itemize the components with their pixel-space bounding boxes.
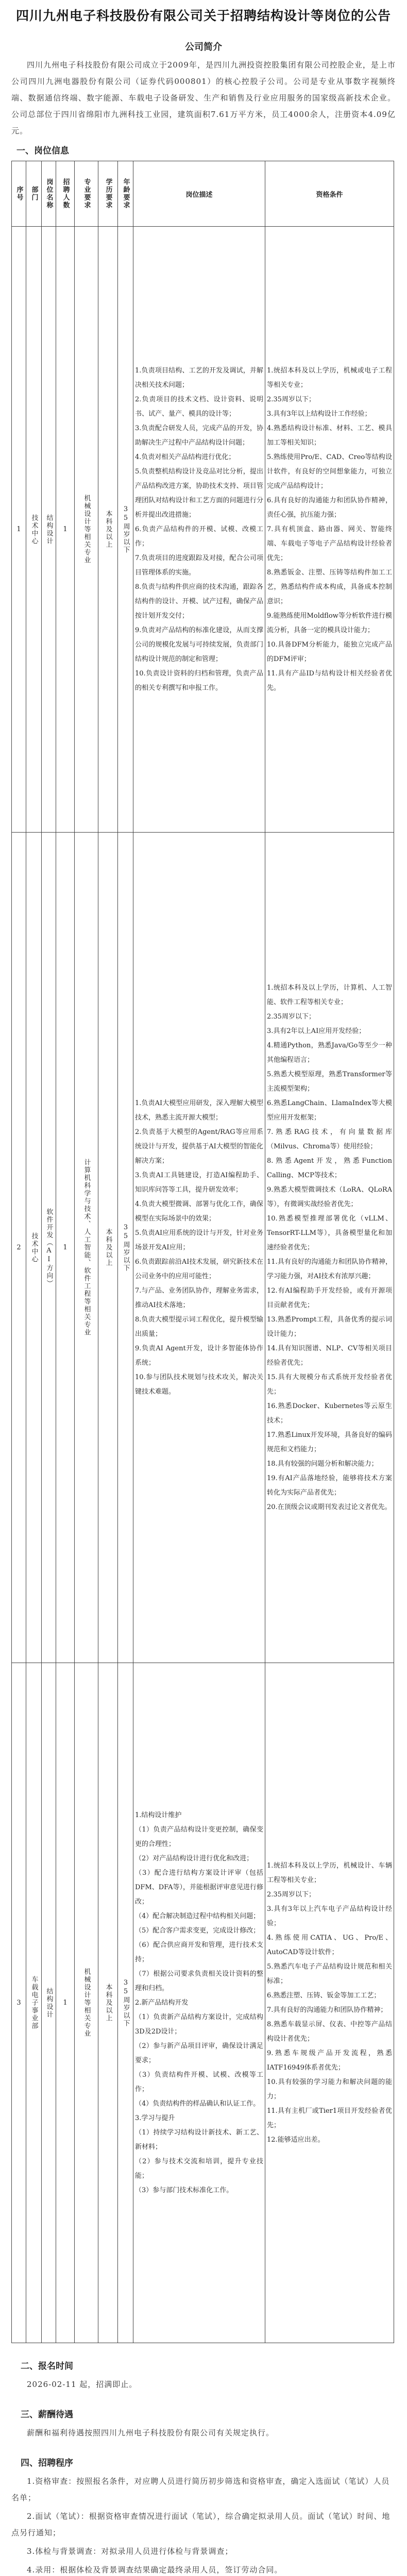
intro-text: 四川九州电子科技股份有限公司成立于2009年，是四川九洲投资控股集团有限公司控股企业，是上市公司四川九洲电器股份有限公司（证券代码000801）的核心控股子公司。公司是专业从事数字视频终端、数据通信终端、数字能源、车载电子设备研发、生产和销售及行业应用服务的国家级高新技术企业。公司总部位于四川省绵阳市九洲科技工业园，建筑面积7.61万平方米，员工4000余人，注册资本4.09亿元。 — [11, 60, 396, 135]
intro-heading: 公司简介 — [185, 42, 222, 53]
col-header-seq: 序号 — [12, 161, 26, 227]
row-count: 1 — [56, 833, 75, 1663]
col-header-dept: 部门 — [26, 161, 42, 227]
section4-item: 1.资格审查：按照报名条件，对应聘人员进行简历初步筛选和资格审查，确定入选面试（笔试）人员名单； — [11, 2477, 390, 2502]
jobs-table — [11, 161, 394, 2343]
document-title: 四川九州电子科技股份有限公司关于招聘结构设计等岗位的公告 — [15, 8, 391, 23]
row-name: 结构设计 — [42, 227, 56, 833]
row-dept: 技术中心 — [26, 227, 42, 833]
section4-item: 2.面试（笔试）：根据资格审查情况进行面试（笔试），综合确定拟录用人员。面试（笔试）时间、地点另行通知； — [11, 2512, 391, 2537]
section4-heading: 四、招聘程序 — [21, 2458, 73, 2468]
row-edu: 本科及以上 — [98, 227, 118, 833]
section3-text: 薪酬和福利待遇按照四川九州电子科技股份有限公司有关规定执行。 — [27, 2428, 275, 2437]
row-requirements: 1.统招本科及以上学历，机械或电子工程等相关专业； 2.35周岁以下； 3.具有3年以上结构设计工作经验； 4.熟悉结构设计标准、材料、工艺、模具加工等相关知识； 5.熟练使用Pro/E、CAD、Creo等结构设计软件，有良好的空间想象能力，可独立完成产品结构设计； 6.具有良好的沟通能力和团队协作精神，责任心强，抗压能力强； 7.具有机顶盒、路由器、网关、智能终端、车载电子等电子产品结构设计经验者优先； 8.熟悉钣金、注塑、压铸等结构件加工工艺，熟悉结构件成本构成，具备成本控制意识； 9.能熟练使用Moldflow等分析软件进行模流分析，具备一定的模具设计能力； 10.具备DFM分析能力，能独立完成产品的DFM评审； 11.具有产品ID与结构设计相关经验者优先。 — [265, 227, 394, 833]
section2-text: 2026-02-11 起，招满即止。 — [27, 2380, 138, 2389]
row-age: 35周岁以下 — [118, 1663, 133, 2343]
row-seq: 2 — [12, 833, 26, 1663]
col-header-req: 资格条件 — [265, 161, 394, 227]
row-name: 结构设计 — [42, 1663, 56, 2343]
col-header-count: 招聘人数 — [56, 161, 75, 227]
row-dept: 技术中心 — [26, 833, 42, 1663]
row-major: 机械设计等相关专业 — [75, 227, 98, 833]
jobs-header-row — [12, 161, 394, 227]
row-age: 35周岁以下 — [118, 833, 133, 1663]
row-duty: 1.负责项目结构、工艺的开发及调试，并解决相关技术问题； 2.负责项目的技术文档、设计资料、说明书、试产、量产、模具的设计等； 3.负责配合研发人员，完成产品的开发，协助解决生产过程中产品结构设计问题； 4.负责对相关产品结构进行优化； 5.负责整机结构设计及竞品对比分析，提出产品结构改进方案，协助技术支持、项目管理团队对结构设计和工艺方面的问题进行分析并提出改进措施； 6.负责产品结构件的开模、试模、改模工作； 7.负责项目的进度跟踪及对接，配合公司项目管理体系的实施。 8.负责与结构件供应商的技术沟通，跟踪各结构件的设计、开模、试产过程，确保产品按计划开发交付； 9.负责对产品结构的标准化建设，从而支撑公司的规模化发展与可持续发展，负责部门结构设计规范的制定和管理； 10.负责设计资料的归档和管理，负责产品的相关专利撰写和申报工作。 — [133, 227, 265, 833]
section2-heading: 二、报名时间 — [21, 2361, 73, 2371]
row-seq: 3 — [12, 1663, 26, 2343]
col-header-age: 年龄要求 — [118, 161, 133, 227]
table-row — [12, 1663, 394, 2343]
section4-item: 3.体检与背景调查：对拟录用人员进行体检与背景调查； — [27, 2547, 233, 2556]
row-edu: 本科及以上 — [98, 833, 118, 1663]
table-row — [12, 833, 394, 1663]
row-count: 1 — [56, 1663, 75, 2343]
col-header-name: 岗位名称 — [42, 161, 56, 227]
row-major: 机械设计等相关专业 — [75, 1663, 98, 2343]
section1-heading: 一、岗位信息 — [16, 146, 69, 156]
col-header-major: 专业要求 — [75, 161, 98, 227]
section4-item: 4.录用：根据体检及背景调查结果确定最终录用人员，签订劳动合同。 — [27, 2565, 283, 2574]
row-edu: 本科及以上 — [98, 1663, 118, 2343]
row-name: 软件开发（AI方向） — [42, 833, 56, 1663]
row-dept: 车载电子事业部 — [26, 1663, 42, 2343]
row-count: 1 — [56, 227, 75, 833]
col-header-edu: 学历要求 — [98, 161, 118, 227]
section3-heading: 三、薪酬待遇 — [21, 2410, 73, 2420]
row-seq: 1 — [12, 227, 26, 833]
row-duty: 1.负责AI大模型应用研发，深入理解大模型技术，熟悉主流开源大模型； 2.负责基于大模型的Agent/RAG等应用系统设计与开发，提供基于AI大模型的智能化解决方案； 3.负责AI工具链建设，打造AI编程助手、知识库问答等工具，提升研发效率； 4.负责大模型微调、部署与优化工作，确保模型在实际场景中的效果； 5.负责AI应用系统的设计与开发，针对业务场景开发AI应用； 6.负责跟踪前沿AI技术发展，研究新技术在公司业务中的应用可能性； 7.与产品、业务团队协作，理解业务需求，推动AI技术落地； 8.负责大模型提示词工程优化，提升模型输出质量； 9.负责AI Agent开发，设计多智能体协作系统； 10.参与团队技术规划与技术攻关，解决关键技术难题。 — [133, 833, 265, 1663]
row-age: 35周岁以下 — [118, 227, 133, 833]
col-header-duty: 岗位描述 — [133, 161, 265, 227]
row-requirements: 1.统招本科及以上学历，机械设计、车辆工程等相关专业； 2.35周岁以下； 3.具有3年以上汽车电子产品结构设计经验； 4.熟练使用CATIA、UG、Pro/E、AutoCAD等设计软件； 5.熟悉汽车电子产品结构设计规范和相关标准； 6.熟悉注塑、压铸、钣金等加工工艺； 7.具有良好的沟通能力和团队协作精神； 8.熟悉车载显示屏、仪表、中控等产品结构设计者优先； 9.熟悉车规级产品开发流程，熟悉IATF16949体系者优先； 10.具有较强的学习能力和解决问题的能力； 11.具有主机厂或Tier1项目开发经验者优先； 12.能够适应出差。 — [265, 1663, 394, 2343]
table-row — [12, 227, 394, 833]
row-duty: 1.结构设计维护 （1）负责产品结构设计变更控制，确保变更的合理性； （2）对产品结构设计进行优化和改进； （3）配合进行结构方案设计评审（包括DFM、DFA等），并能根据评审意见进行修改； （4）配合解决制造过程中结构相关问题； （5）配合客户需求变更，完成设计修改； （6）配合供应商开发和管理，进行技术支持； （7）根据公司要求负责相关设计资料的整理和归档。 2.新产品结构开发 （1）负责新产品结构方案设计，完成结构3D及2D设计； （2）参与新产品项目评审，确保设计满足要求； （3）负责结构件开模、试模、改模等工作； （4）负责结构件的样品确认和认证工作。 3.学习与提升 （1）持续学习结构设计新技术、新工艺、新材料； （2）参与技术交流和培训，提升专业技能； （3）参与部门技术标准化工作。 — [133, 1663, 265, 2343]
row-major: 计算机科学与技术、人工智能、软件工程等相关专业 — [75, 833, 98, 1663]
row-requirements: 1.统招本科及以上学历，计算机、人工智能、软件工程等相关专业； 2.35周岁以下； 3.具有2年以上AI应用开发经验； 4.精通Python，熟悉Java/Go等至少一种其他编程语言； 5.熟悉大模型原理，熟悉Transformer等主流模型架构； 6.熟悉LangChain、LlamaIndex等大模型应用开发框架； 7.熟悉RAG技术，有向量数据库（Milvus、Chroma等）使用经验； 8.熟悉Agent开发，熟悉Function Calling、MCP等技术； 9.熟悉大模型微调技术（LoRA、QLoRA等），有微调实战经验者优先； 10.熟悉模型推理部署优化（vLLM、TensorRT-LLM等），具备模型量化和加速经验者优先； 11.具有良好的沟通能力和团队协作精神，学习能力强，对AI技术有浓厚兴趣； 12.有AI编程助手开发经验，或有开源项目贡献者优先； 13.熟悉Prompt工程，具备优秀的提示词设计能力； 14.具有知识图谱、NLP、CV等相关项目经验者优先； 15.具有大规模分布式系统开发经验者优先； 16.熟悉Docker、Kubernetes等云原生技术； 17.熟悉Linux开发环境，具备良好的编码规范和文档能力； 18.具有较强的问题分析和解决能力； 19.有AI产品落地经验，能够将技术方案转化为实际产品者优先； 20.在顶级会议或期刊发表过论文者优先。 — [265, 833, 394, 1663]
